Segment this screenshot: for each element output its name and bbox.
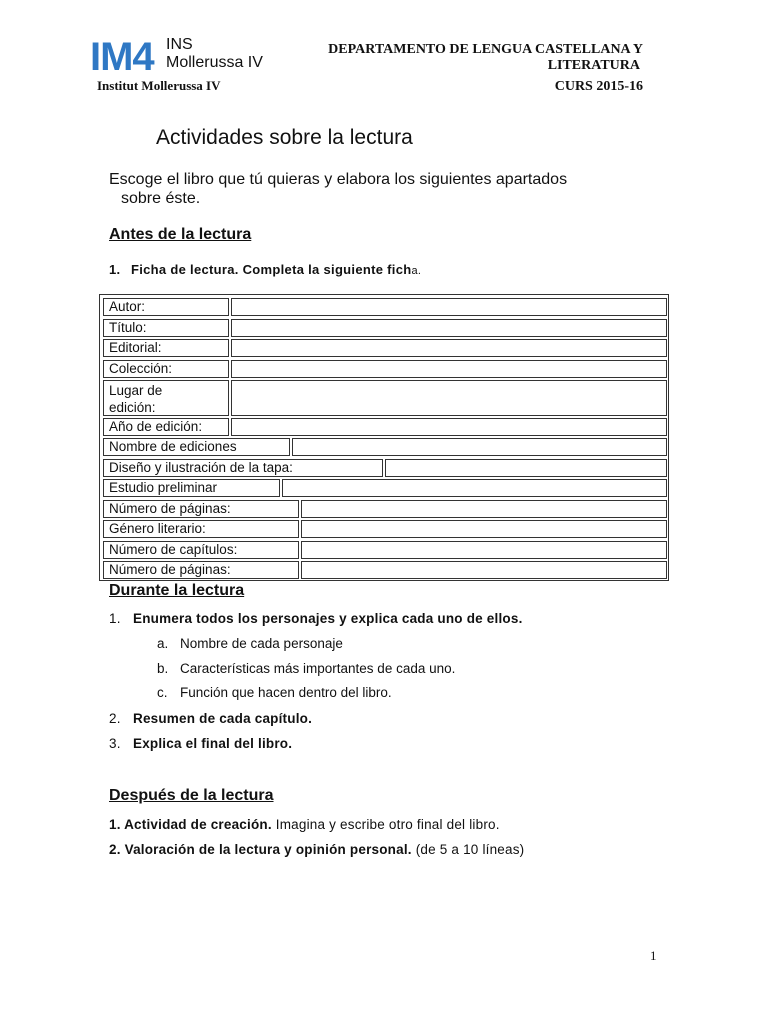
after-item-text: (de 5 a 10 líneas)	[411, 842, 525, 857]
field-value-box[interactable]	[282, 479, 667, 497]
page-title: Actividades sobre la lectura	[156, 126, 413, 149]
field-label: Género literario:	[103, 520, 299, 538]
school-logo	[90, 34, 280, 80]
question-number: 1.	[109, 262, 121, 277]
question-ficha	[109, 262, 421, 277]
list-item	[109, 736, 292, 751]
field-value-box[interactable]	[231, 380, 667, 416]
field-label: Número de capítulos:	[103, 541, 299, 559]
department-name	[290, 42, 643, 74]
sub-list-item	[157, 685, 392, 700]
logo-text-name: Mollerussa IV	[166, 54, 263, 71]
field-value-box[interactable]	[301, 500, 667, 518]
field-value-box[interactable]	[231, 339, 667, 357]
sub-list-letter: b.	[157, 661, 169, 676]
field-label	[103, 380, 229, 416]
field-label: Colección:	[103, 360, 229, 378]
field-value-box[interactable]	[301, 541, 667, 559]
sub-list-letter: a.	[157, 636, 169, 651]
after-item-text: Imagina y escribe otro final del libro.	[271, 817, 500, 832]
list-number: 1.	[109, 611, 121, 626]
list-number: 2.	[109, 711, 121, 726]
sub-list-text: Nombre de cada personaje	[180, 636, 343, 651]
section-heading-despues: Después de la lectura	[109, 787, 274, 804]
field-label: Estudio preliminar	[103, 479, 280, 497]
field-label: Diseño y ilustración de la tapa:	[103, 459, 383, 477]
page-number: 1	[650, 948, 657, 963]
field-label: Nombre de ediciones	[103, 438, 290, 456]
sub-list-letter: c.	[157, 685, 168, 700]
field-value-box[interactable]	[292, 438, 667, 456]
field-value-box[interactable]	[385, 459, 667, 477]
ficha-lectura-table	[99, 294, 669, 581]
section-heading-durante: Durante la lectura	[109, 582, 245, 599]
sub-list-item	[157, 636, 343, 651]
field-label-line2: edición:	[109, 400, 156, 415]
sub-list-text: Características más importantes de cada uno.	[180, 661, 456, 676]
list-text: Enumera todos los personajes y explica cada uno de ellos.	[133, 611, 523, 626]
department-line1: DEPARTAMENTO DE LENGUA CASTELLANA Y	[328, 42, 643, 57]
field-value-box[interactable]	[231, 319, 667, 337]
after-item	[109, 817, 500, 832]
question-text-tail: a.	[411, 265, 422, 277]
logo-mark: IM4	[90, 35, 154, 79]
field-value-box[interactable]	[231, 298, 667, 316]
field-value-box[interactable]	[301, 520, 667, 538]
department-line2: LITERATURA	[547, 58, 640, 73]
field-label: Número de páginas:	[103, 561, 299, 579]
field-label: Título:	[103, 319, 229, 337]
after-item-bold: 2. Valoración de la lectura y opinión personal.	[109, 842, 412, 857]
logo-text-ins: INS	[166, 36, 193, 53]
list-item	[109, 611, 523, 626]
field-value-box[interactable]	[301, 561, 667, 579]
after-item-bold: 1. Actividad de creación.	[109, 817, 272, 832]
list-text: Resumen de cada capítulo.	[133, 711, 313, 726]
list-text: Explica el final del libro.	[133, 736, 293, 751]
field-label-line1: Lugar de	[109, 383, 163, 398]
intro-line2: sobre éste.	[121, 190, 201, 207]
field-label: Editorial:	[103, 339, 229, 357]
intro-text	[109, 170, 659, 208]
intro-line1: Escoge el libro que tú quieras y elabora los siguientes apartados	[109, 171, 568, 188]
institut-name: Institut Mollerussa IV	[97, 78, 221, 93]
field-value-box[interactable]	[231, 418, 667, 436]
list-item	[109, 711, 312, 726]
list-number: 3.	[109, 736, 121, 751]
field-label: Número de páginas:	[103, 500, 299, 518]
field-label: Autor:	[103, 298, 229, 316]
section-heading-antes: Antes de la lectura	[109, 226, 252, 243]
course-year: CURS 2015-16	[554, 79, 643, 94]
field-label: Año de edición:	[103, 418, 229, 436]
question-text: Ficha de lectura. Completa la siguiente fich	[131, 262, 412, 277]
after-item	[109, 842, 524, 857]
sub-list-item	[157, 661, 455, 676]
sub-list-text: Función que hacen dentro del libro.	[180, 685, 392, 700]
field-value-box[interactable]	[231, 360, 667, 378]
